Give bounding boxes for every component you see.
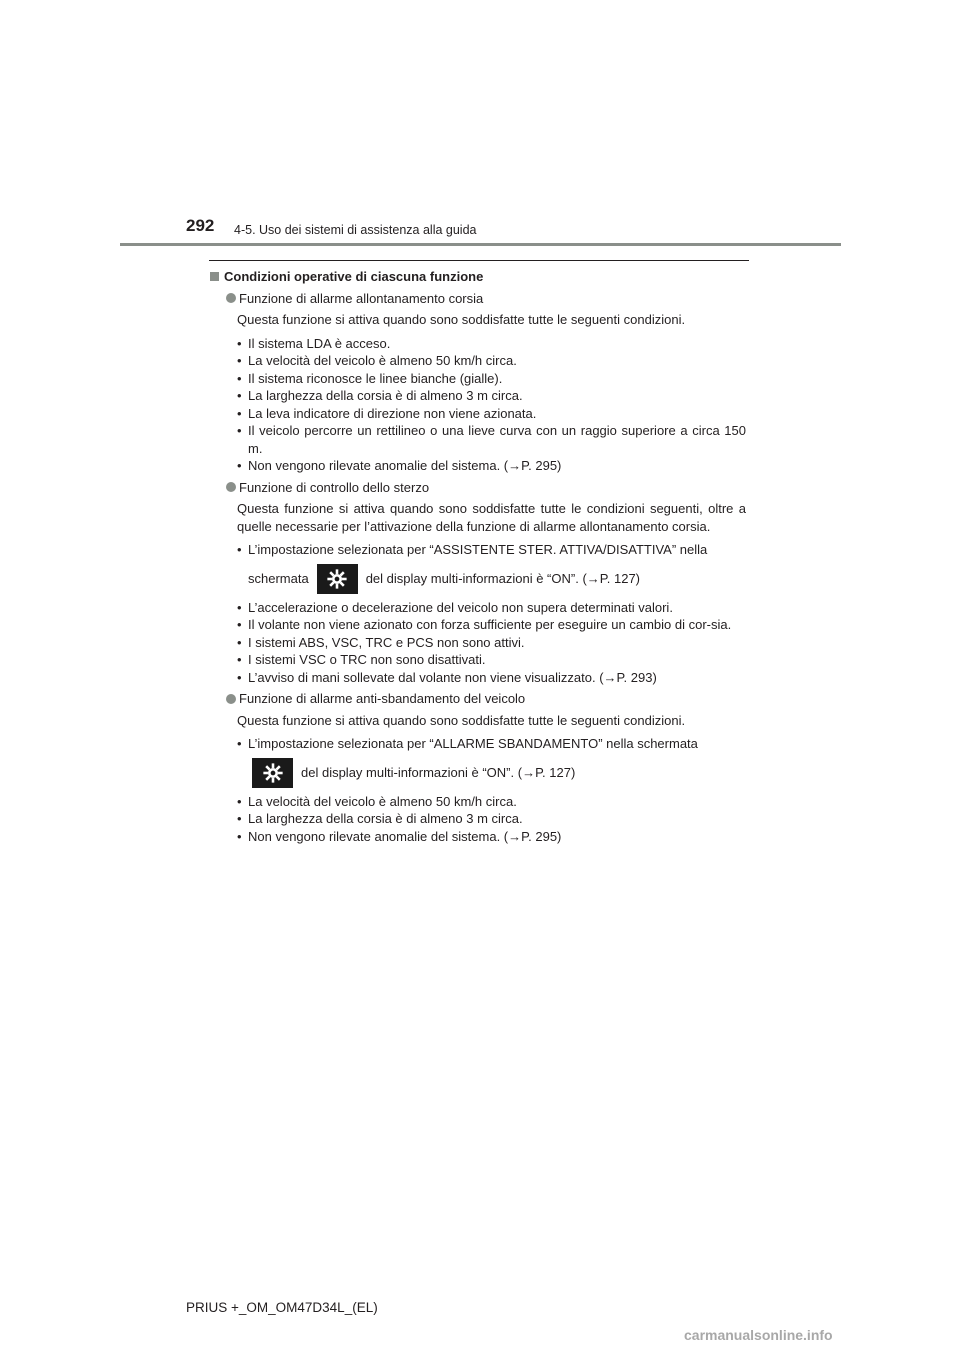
condition-item: • I sistemi VSC o TRC non sono disattivati. — [237, 651, 746, 669]
condition-item: • Il volante non viene azionato con forza sufficiente per eseguire un cambio di cor-sia. — [237, 616, 746, 634]
condition-item: • Il veicolo percorre un rettilineo o una lieve curva con un raggio superiore a circa 150 m. — [237, 422, 746, 457]
condition-item: • Non vengono rilevate anomalie del sistema. (→P. 295) — [237, 457, 746, 475]
function-heading-sway-warning — [226, 690, 746, 708]
section-heading-text: Condizioni operative di ciascuna funzione — [224, 269, 484, 284]
condition-item: • Il sistema riconosce le linee bianche (gialle). — [237, 370, 746, 388]
circle-bullet-icon — [226, 694, 236, 704]
condition-item: • L’avviso di mani sollevate dal volante non viene visualizzato. (→P. 293) — [237, 669, 746, 687]
condition-item: • Il sistema LDA è acceso. — [237, 335, 746, 353]
setting-line: • L’impostazione selezionata per “ALLARME SBANDAMENTO” nella schermata — [248, 736, 698, 751]
gear-settings-icon — [252, 758, 293, 788]
condition-item: • L’accelerazione o decelerazione del veicolo non supera determinati valori. — [237, 599, 746, 617]
square-bullet-icon — [210, 272, 219, 281]
function-intro: Questa funzione si attiva quando sono soddisfatte tutte le seguenti condizioni. — [237, 712, 686, 728]
gear-settings-icon — [317, 564, 358, 594]
condition-item: • La larghezza della corsia è di almeno 3 m circa. — [237, 387, 746, 405]
document-code: PRIUS +_OM_OM47D34L_(EL) — [186, 1300, 378, 1315]
setting-line: • L’impostazione selezionata per “ASSISTENTE STER. ATTIVA/DISATTIVA” nella — [248, 542, 708, 557]
function-title: Funzione di allarme allontanamento corsia — [239, 290, 484, 306]
section-heading — [210, 268, 746, 286]
circle-bullet-icon — [226, 293, 236, 303]
condition-item-setting — [237, 541, 746, 596]
header-divider — [120, 243, 841, 246]
condition-item: • La velocità del veicolo è almeno 50 km/h circa. — [237, 793, 746, 811]
function-heading-lane-departure — [226, 290, 746, 308]
function-title: Funzione di allarme anti-sbandamento del veicolo — [239, 691, 526, 706]
function-intro: Questa funzione si attiva quando sono soddisfatte tutte le condizioni seguenti, oltre a quelle necessarie per l’attivazione della funzione di allarme allontanamento corsia. — [237, 501, 746, 534]
condition-list — [237, 335, 746, 475]
condition-item: • Non vengono rilevate anomalie del sistema. (→P. 295) — [237, 828, 746, 846]
condition-item: • La leva indicatore di direzione non viene azionata. — [237, 405, 746, 423]
page-number: 292 — [186, 216, 215, 235]
page-content — [210, 266, 746, 845]
condition-list — [237, 735, 746, 845]
circle-bullet-icon — [226, 482, 236, 492]
condition-item: • La velocità del veicolo è almeno 50 km/h circa. — [237, 352, 746, 370]
setting-before-icon: schermata — [248, 570, 309, 586]
setting-icon-line — [248, 756, 746, 790]
watermark-text: carmanualsonline.info — [684, 1327, 833, 1343]
condition-list — [237, 541, 746, 686]
setting-after-icon: del display multi-informazioni è “ON”. (→P. 127) — [365, 570, 641, 586]
function-intro: Questa funzione si attiva quando sono soddisfatte tutte le seguenti condizioni. — [237, 312, 686, 327]
condition-item: • La larghezza della corsia è di almeno 3 m circa. — [237, 810, 746, 828]
condition-item-setting — [237, 735, 746, 790]
function-title: Funzione di controllo dello sterzo — [239, 479, 430, 495]
section-divider — [209, 260, 749, 261]
condition-item: • I sistemi ABS, VSC, TRC e PCS non sono attivi. — [237, 634, 746, 652]
setting-after-icon: del display multi-informazioni è “ON”. (→P. 127) — [301, 764, 576, 780]
chapter-title: 4-5. Uso dei sistemi di assistenza alla guida — [234, 223, 477, 237]
function-heading-steering-control — [226, 479, 746, 497]
setting-icon-line — [248, 562, 746, 596]
